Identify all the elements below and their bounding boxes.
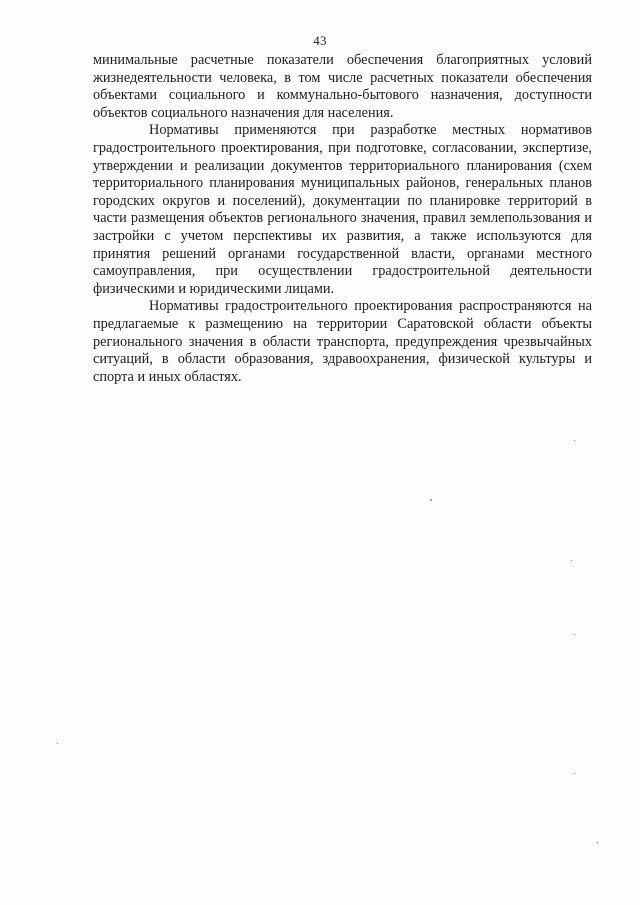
scan-speck xyxy=(571,560,572,561)
scan-speck xyxy=(574,440,575,441)
scan-speck xyxy=(574,773,575,774)
paragraph-3: Нормативы градостроительного проектирования распространяются на предлагаемые к размещению на территории Саратовской области объекты регионального значения в области транспорта, предупреждения чрезвычайных ситуаций, в области образования, здравоохранения, физической культуры и спорта и иных областях. xyxy=(93,298,592,385)
document-body xyxy=(93,52,592,386)
page-number: 43 xyxy=(313,33,327,48)
paragraph-2: Нормативы применяются при разработке местных нормативов градостроительного проектирования, при подготовке, согласовании, экспертизе, утверждении и реализации документов территориального планирования (схем территориального планирования муниципальных районов, генеральных планов городских округов и поселений), документации по планировке территорий в части размещения объектов регионального значения, правил землепользования и застройки с учетом перспективы их развития, а также используются для принятия решений органами государственной власти, органами местного самоуправления, при осуществлении градостроительной деятельности физическими и юридическими лицами. xyxy=(93,122,592,297)
scan-speck xyxy=(574,634,575,635)
scan-speck xyxy=(430,499,432,501)
scan-speck xyxy=(597,842,598,843)
paragraph-1: минимальные расчетные показатели обеспечения благоприятных условий жизнедеятельности человека, в том числе расчетных показатели обеспечения объектами социального и коммунально-бытового назначения, доступности объектов социального назначения для населения. xyxy=(93,52,592,121)
scan-speck xyxy=(57,743,58,744)
